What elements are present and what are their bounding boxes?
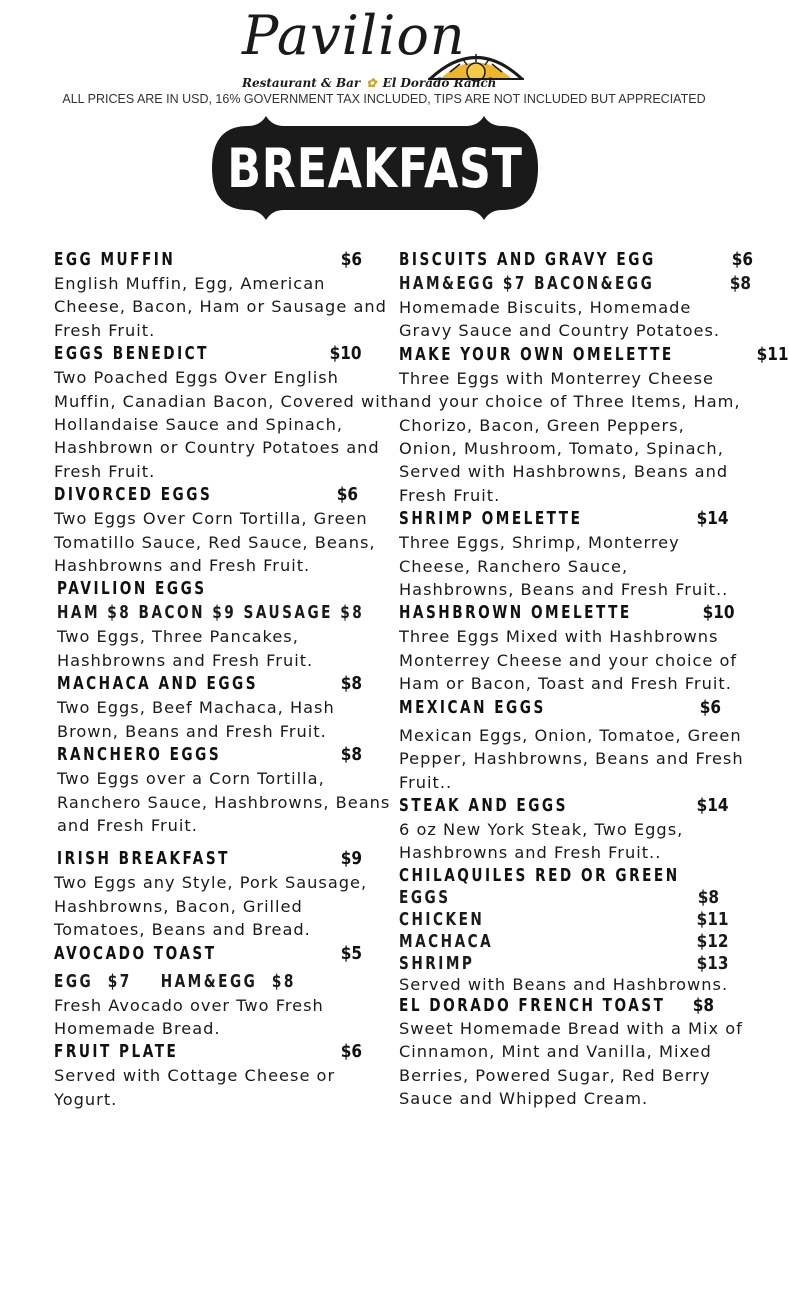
item-name: PAVILION EGGS	[57, 579, 207, 600]
item-name: EL DORADO FRENCH TOAST	[399, 995, 666, 1016]
item-price: $14	[697, 794, 729, 816]
item-price: $5	[340, 942, 362, 964]
item-header	[57, 743, 394, 767]
item-header	[399, 343, 789, 367]
item-options-price: $8	[730, 273, 752, 294]
option-label: SHRIMP	[399, 953, 475, 974]
item-name: EGG MUFFIN	[54, 250, 176, 270]
menu-item-own-omelette	[399, 343, 789, 507]
menu-item-eggs-benedict	[54, 342, 400, 483]
item-header	[54, 248, 394, 272]
item-description: Two Eggs over a Corn Tortilla, Ranchero Sauce, Hashbrowns, Beans and Fresh Fruit.	[57, 769, 391, 835]
item-header	[399, 995, 749, 1017]
menu-item-mexican-eggs	[399, 696, 749, 794]
menu-item-steak-eggs	[399, 794, 749, 865]
logo-subtitle-right: El Dorado Ranch	[382, 76, 497, 90]
menu-item-divorced-eggs	[54, 483, 394, 577]
sunset-icon	[426, 42, 526, 80]
item-description: Two Eggs, Beef Machaca, Hash Brown, Beans and Fresh Fruit.	[57, 698, 335, 741]
menu-item-shrimp-omelette	[399, 507, 749, 601]
item-header	[57, 577, 394, 601]
menu-item-irish-breakfast	[54, 847, 394, 941]
option-chicken	[399, 909, 749, 931]
item-name: BISCUITS AND GRAVY EGG	[399, 250, 656, 270]
item-header	[54, 1040, 394, 1064]
item-name: AVOCADO TOAST	[54, 943, 217, 964]
menu-column-right	[399, 248, 789, 1110]
item-description: Mexican Eggs, Onion, Tomatoe, Green Pepper, Hashbrowns, Beans and Fresh Fruit..	[399, 725, 744, 792]
item-name: SHRIMP OMELETTE	[399, 509, 583, 530]
item-description: Sweet Homemade Bread with a Mix of Cinnamon, Mint and Vanilla, Mixed Berries, Powered Sugar, Red Berry Sauce and Whipped Cream.	[399, 1018, 743, 1108]
item-price: $6	[340, 249, 362, 270]
logo-subtitle-left: Restaurant & Bar	[242, 76, 361, 90]
item-price: $8	[692, 994, 714, 1016]
item-description: Two Poached Eggs Over English Muffin, Canadian Bacon, Covered with Hollandaise Sauce and Spinach, Hashbrown or Country Potatoes and Fresh Fruit.	[54, 368, 400, 481]
option-eggs	[399, 887, 749, 909]
item-name: HASHBROWN OMELETTE	[399, 603, 632, 624]
menu-item-avocado-toast	[54, 942, 394, 1041]
logo-subtitle	[242, 76, 530, 90]
item-price: $6	[336, 484, 358, 506]
item-options-text: EGG $7 HAM&EGG $8	[54, 971, 296, 992]
item-options	[399, 272, 752, 296]
item-description: Served with Cottage Cheese or Yogurt.	[54, 1066, 336, 1109]
item-price: $11	[756, 343, 789, 365]
item-header	[399, 248, 754, 272]
item-options-text: HAM&EGG $7 BACON&EGG	[399, 274, 655, 294]
menu-item-machaca-eggs	[57, 672, 394, 743]
item-description: Served with Beans and Hashbrowns.	[399, 974, 729, 994]
item-name: CHILAQUILES RED OR GREEN	[399, 865, 680, 886]
item-header	[57, 847, 394, 871]
item-price: $14	[697, 508, 729, 530]
option-shrimp	[399, 953, 749, 975]
item-header	[399, 696, 749, 720]
item-description: English Muffin, Egg, American Cheese, Bacon, Ham or Sausage and Fresh Fruit.	[54, 274, 387, 340]
item-description: Fresh Avocado over Two Fresh Homemade Bread.	[54, 995, 324, 1038]
option-label: CHICKEN	[399, 909, 485, 930]
option-price: $13	[697, 952, 729, 974]
item-name: MAKE YOUR OWN OMELETTE	[399, 344, 674, 365]
item-header	[399, 865, 749, 887]
item-price: $10	[702, 602, 735, 624]
breakfast-banner	[208, 112, 542, 224]
menu-item-biscuits-gravy	[399, 248, 754, 343]
item-price: $8	[340, 673, 362, 695]
item-price: $8	[340, 744, 362, 766]
item-price: $9	[340, 848, 362, 870]
menu-item-ranchero-eggs	[57, 743, 394, 837]
item-header	[399, 601, 749, 625]
menu-item-fruit-plate	[54, 1040, 394, 1111]
item-description: Two Eggs any Style, Pork Sausage, Hashbrowns, Bacon, Grilled Tomatoes, Beans and Bread.	[54, 873, 368, 940]
menu-item-hashbrown-omelette	[399, 601, 749, 695]
palm-icon: ✿	[366, 76, 377, 90]
item-options	[57, 601, 394, 625]
item-price: $10	[330, 343, 362, 365]
option-price: $8	[697, 886, 719, 908]
item-header	[399, 507, 749, 531]
item-name: RANCHERO EGGS	[57, 745, 222, 766]
item-description: Homemade Biscuits, Homemade Gravy Sauce and Country Potatoes.	[399, 298, 721, 341]
item-description: Three Eggs Mixed with Hashbrowns Monterrey Cheese and your choice of Ham or Bacon, Toast and Fresh Fruit.	[399, 627, 738, 694]
menu-item-french-toast	[399, 995, 749, 1111]
item-name: DIVORCED EGGS	[54, 485, 213, 506]
option-machaca	[399, 931, 749, 953]
menu-item-egg-muffin	[54, 248, 394, 342]
item-name: MEXICAN EGGS	[399, 697, 546, 718]
item-name: IRISH BREAKFAST	[57, 849, 230, 870]
item-options-text: HAM $8 BACON $9 SAUSAGE $8	[57, 603, 365, 624]
option-label: MACHACA	[399, 931, 494, 952]
item-description: Three Eggs, Shrimp, Monterrey Cheese, Ranchero Sauce, Hashbrowns, Beans and Fresh Fruit..	[399, 533, 729, 600]
restaurant-logo	[236, 2, 536, 94]
menu-item-pavilion-eggs	[57, 577, 394, 672]
logo-script: Pavilion	[242, 4, 466, 67]
item-header	[399, 794, 749, 818]
item-name: STEAK AND EGGS	[399, 795, 568, 816]
item-price: $6	[699, 696, 721, 718]
menu-item-chilaquiles	[399, 865, 749, 995]
option-label: EGGS	[399, 887, 451, 908]
item-name: EGGS BENEDICT	[54, 344, 209, 365]
option-price: $11	[697, 908, 729, 930]
item-options	[54, 970, 394, 994]
item-price: $6	[731, 249, 754, 270]
option-price: $12	[697, 930, 729, 952]
menu-column-left	[54, 248, 400, 1111]
item-header	[54, 342, 394, 366]
item-description: Three Eggs with Monterrey Cheese and your choice of Three Items, Ham, Chorizo, Bacon, Green Peppers, Onion, Mushroom, Tomato, Spinach, Served with Hashbrowns, Beans and Fresh Fruit.	[399, 368, 741, 505]
item-description: 6 oz New York Steak, Two Eggs, Hashbrowns and Fresh Fruit..	[399, 819, 684, 863]
item-name: FRUIT PLATE	[54, 1042, 179, 1063]
item-name: MACHACA AND EGGS	[57, 674, 259, 695]
item-description: Two Eggs Over Corn Tortilla, Green Tomatillo Sauce, Red Sauce, Beans, Hashbrowns and Fresh Fruit.	[54, 509, 376, 576]
item-header	[57, 672, 394, 696]
page-title: BREAKFAST	[227, 136, 523, 200]
item-header	[54, 483, 394, 507]
price-disclaimer: ALL PRICES ARE IN USD, 16% GOVERNMENT TAX INCLUDED, TIPS ARE NOT INCLUDED BUT APPRECIATED	[62, 92, 706, 106]
item-price: $6	[340, 1041, 362, 1063]
item-header	[54, 942, 394, 966]
item-description: Two Eggs, Three Pancakes, Hashbrowns and Fresh Fruit.	[57, 627, 314, 670]
